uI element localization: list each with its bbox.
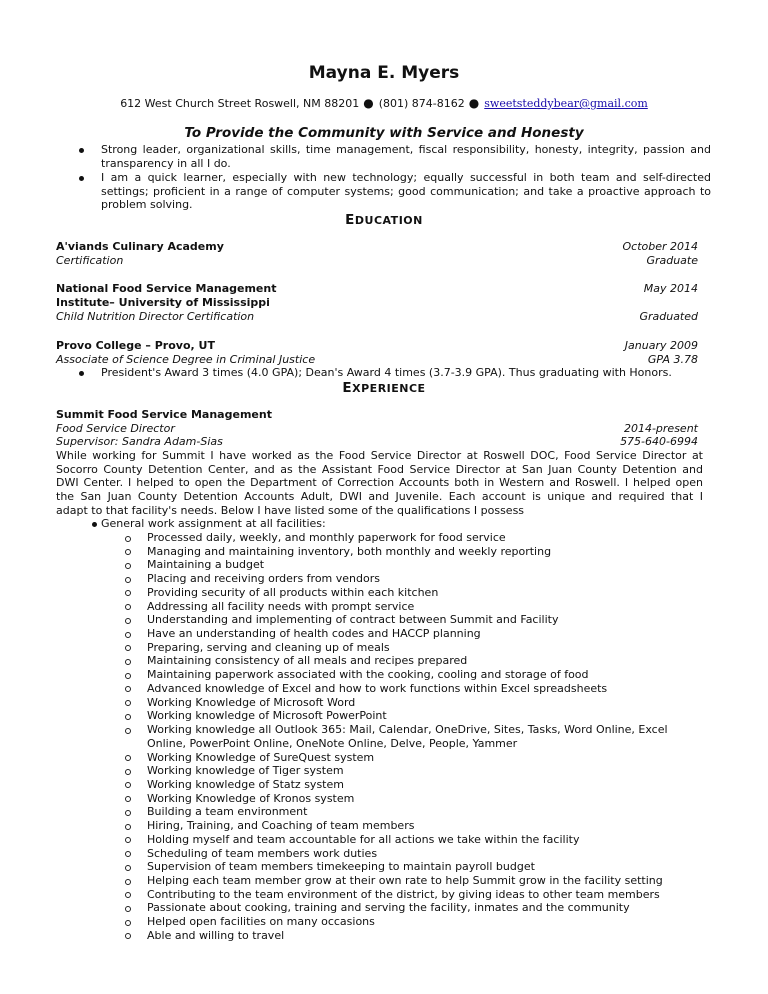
honors-note: President's Award 3 times (4.0 GPA); Dean's Award 4 times (3.7-3.9 GPA). Thus graduating with Honors. bbox=[101, 366, 672, 379]
school-status: Graduate bbox=[646, 254, 698, 267]
experience-description bbox=[56, 449, 703, 518]
duty-item: Maintaining consistency of all meals and recipes prepared bbox=[147, 654, 468, 668]
sub-bullet-circle bbox=[125, 933, 131, 939]
duty-item: Supervision of team members timekeeping to maintain payroll budget bbox=[147, 860, 535, 874]
summary-item-2: I am a quick learner, especially with new technology; equally successful in both team and self-directed settings; proficient in a range of computer systems; good communication; and take a proactive approach to problem solving. bbox=[101, 171, 711, 212]
email-link[interactable]: sweetsteddybear@gmail.com bbox=[484, 97, 648, 110]
sub-bullet-circle bbox=[125, 577, 131, 583]
duty-item: Working knowledge of Statz system bbox=[147, 777, 344, 791]
description-line: Socorro County Detention Center, and as the Assistant Food Service Director at San Juan County Detention and bbox=[56, 462, 703, 476]
description-line: DWI Center. I helped to open the Department of Correction Accounts both in Western and Roswell. I helped open bbox=[56, 476, 703, 490]
sub-bullet-circle bbox=[125, 906, 131, 912]
bullet-dot bbox=[79, 148, 84, 153]
sub-bullet-circle bbox=[125, 618, 131, 624]
school-name: National Food Service Management bbox=[56, 282, 277, 295]
sub-bullet-circle bbox=[125, 645, 131, 651]
sub-bullet-circle bbox=[125, 837, 131, 843]
duty-item: Understanding and implementing of contract between Summit and Facility bbox=[147, 613, 559, 627]
school-status: Graduated bbox=[639, 310, 698, 323]
duty-item: Working knowledge of Microsoft PowerPoint bbox=[147, 709, 387, 723]
school-status: GPA 3.78 bbox=[647, 353, 698, 366]
summary-item-1: Strong leader, organizational skills, time management, fiscal responsibility, honesty, integrity, passion and transparency in all I do. bbox=[101, 143, 711, 170]
description-line: adapt to that facility's needs. Below I have listed some of the qualifications I possess bbox=[56, 503, 525, 517]
bullet-separator: ● bbox=[468, 96, 480, 110]
description-line: While working for Summit I have worked as the Food Service Director at Roswell DOC, Food Service Director at bbox=[56, 449, 703, 462]
sub-bullet-circle bbox=[125, 796, 131, 802]
duty-item-continuation: Online, PowerPoint Online, OneNote Online, Delve, People, Yammer bbox=[147, 736, 518, 750]
duty-item: Processed daily, weekly, and monthly paperwork for food service bbox=[147, 531, 506, 544]
duty-item: Working Knowledge of Kronos system bbox=[147, 791, 355, 805]
duty-item: Maintaining a budget bbox=[147, 558, 265, 572]
sub-bullet-circle bbox=[125, 892, 131, 898]
duty-item: Contributing to the team environment of the district, by giving ideas to other team members bbox=[147, 887, 660, 901]
duty-item: Passionate about cooking, training and serving the facility, inmates and the community bbox=[147, 901, 630, 915]
bullet-separator: ● bbox=[363, 96, 374, 110]
sub-bullet-circle bbox=[125, 590, 131, 596]
sub-bullet-circle bbox=[125, 728, 131, 734]
sub-bullet-circle bbox=[125, 851, 131, 857]
school-detail: Child Nutrition Director Certification bbox=[56, 310, 255, 323]
duty-item: Working Knowledge of Microsoft Word bbox=[147, 695, 356, 709]
duty-item: Providing security of all products within each kitchen bbox=[147, 585, 439, 599]
duty-item: Working knowledge all Outlook 365: Mail, Calendar, OneDrive, Sites, Tasks, Word Online, Excel bbox=[147, 723, 668, 737]
sub-bullet-circle bbox=[125, 879, 131, 885]
sub-bullet-circle bbox=[125, 920, 131, 926]
sub-bullet-circle bbox=[125, 865, 131, 871]
sub-bullet-circle bbox=[125, 782, 131, 788]
address: 612 West Church Street Roswell, NM 88201 bbox=[120, 97, 360, 110]
sub-bullet-circle bbox=[125, 673, 131, 679]
sub-bullet-circle bbox=[125, 604, 131, 610]
duty-item: Managing and maintaining inventory, both monthly and weekly reporting bbox=[147, 544, 552, 558]
tagline: To Provide the Community with Service and Honesty bbox=[184, 125, 584, 141]
job-title: Food Service Director bbox=[56, 422, 175, 435]
duty-item: Scheduling of team members work duties bbox=[147, 846, 378, 860]
duty-item: Addressing all facility needs with prompt service bbox=[147, 599, 415, 613]
candidate-name: Mayna E. Myers bbox=[308, 63, 460, 83]
supervisor: Supervisor: Sandra Adam-Sias bbox=[56, 435, 223, 448]
supervisor-phone: 575-640-6994 bbox=[620, 435, 698, 448]
contact-line bbox=[0, 97, 768, 111]
bullet-dot bbox=[79, 371, 84, 376]
sub-bullet-circle bbox=[125, 810, 131, 816]
school-name: Provo College – Provo, UT bbox=[56, 339, 215, 352]
duty-item: Working knowledge of Tiger system bbox=[147, 764, 344, 778]
job-dates: 2014-present bbox=[623, 422, 698, 435]
sub-bullet-circle bbox=[125, 769, 131, 775]
sub-bullet-circle bbox=[125, 659, 131, 665]
sub-bullet-circle bbox=[125, 686, 131, 692]
description-line: the San Juan County Detention Accounts Adult, DWI and Juvenile. Each account is unique and required that I bbox=[56, 490, 703, 504]
duty-item: Building a team environment bbox=[147, 805, 308, 819]
school-date: October 2014 bbox=[622, 240, 698, 253]
duty-item: Helping each team member grow at their own rate to help Summit grow in the facility setting bbox=[147, 874, 663, 887]
sub-bullet-circle bbox=[125, 755, 131, 761]
duty-item: Holding myself and team accountable for all actions we take within the facility bbox=[147, 832, 580, 846]
duty-item: Hiring, Training, and Coaching of team members bbox=[147, 819, 415, 833]
bullet-dot bbox=[79, 176, 84, 181]
sub-bullet-circle bbox=[125, 549, 131, 555]
sub-bullet-circle bbox=[125, 700, 131, 706]
sub-bullet-circle bbox=[125, 714, 131, 720]
education-heading: EDUCATION bbox=[345, 212, 423, 228]
school-date: January 2009 bbox=[624, 339, 698, 352]
duty-item: Able and willing to travel bbox=[147, 928, 285, 942]
experience-heading: EXPERIENCE bbox=[342, 380, 426, 396]
phone: (801) 874-8162 bbox=[378, 97, 465, 110]
sub-bullet-circle bbox=[125, 824, 131, 830]
school-name-line2: Institute– University of Mississippi bbox=[56, 296, 270, 309]
duty-item: Advanced knowledge of Excel and how to work functions within Excel spreadsheets bbox=[147, 681, 608, 695]
school-name: A'viands Culinary Academy bbox=[56, 240, 224, 253]
school-date: May 2014 bbox=[643, 282, 698, 295]
duty-item: Helped open facilities on many occasions bbox=[147, 915, 375, 929]
duty-item: Preparing, serving and cleaning up of meals bbox=[147, 640, 390, 654]
sub-bullet-circle bbox=[125, 536, 131, 542]
sub-bullet-circle bbox=[125, 563, 131, 569]
duty-item: Have an understanding of health codes and HACCP planning bbox=[147, 627, 481, 641]
duty-item: Placing and receiving orders from vendors bbox=[147, 572, 380, 586]
school-detail: Associate of Science Degree in Criminal Justice bbox=[56, 353, 316, 366]
duty-item: Maintaining paperwork associated with the cooking, cooling and storage of food bbox=[147, 668, 589, 682]
company-name: Summit Food Service Management bbox=[56, 408, 272, 421]
general-assignment-label: General work assignment at all facilities: bbox=[101, 517, 326, 530]
duty-item: Working Knowledge of SureQuest system bbox=[147, 750, 375, 764]
sub-bullet-circle bbox=[125, 632, 131, 638]
bullet-dot bbox=[92, 522, 97, 527]
school-detail: Certification bbox=[56, 254, 124, 267]
